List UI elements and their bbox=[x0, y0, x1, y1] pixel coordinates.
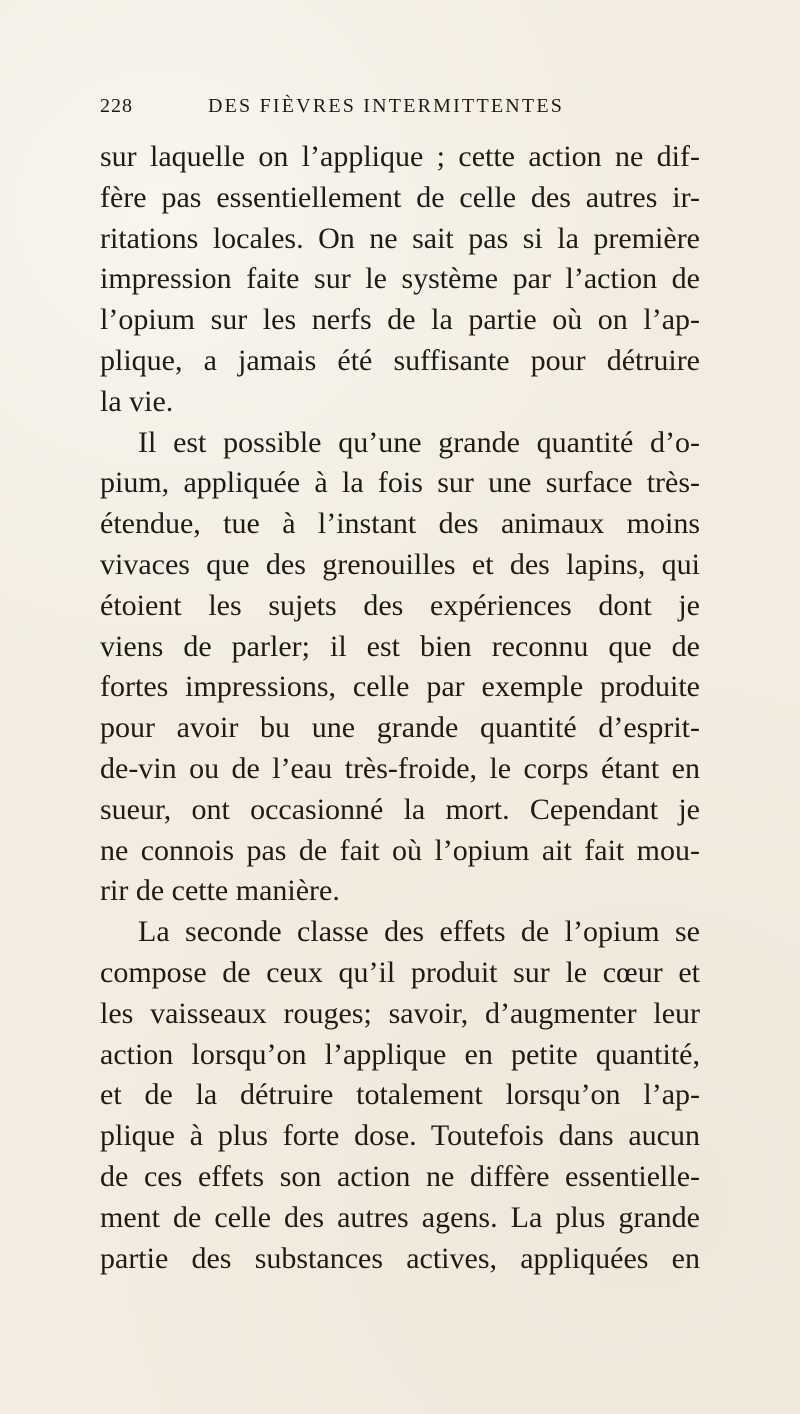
text-line: partie des substances actives, appliquées en bbox=[100, 1241, 700, 1275]
text-line: de-vin ou de l’eau très-froide, le corps étant en bbox=[100, 751, 700, 785]
text-line: fère pas essentiellement de celle des autres ir- bbox=[100, 180, 700, 214]
text-line: vivaces que des grenouilles et des lapins, qui bbox=[100, 547, 700, 581]
text-line: plique à plus forte dose. Toutefois dans aucun bbox=[100, 1119, 700, 1153]
text-line: impression faite sur le système par l’action de bbox=[100, 262, 700, 296]
text-line: étendue, tue à l’instant des animaux moins bbox=[100, 507, 700, 541]
text-line: l’opium sur les nerfs de la partie où on l’ap- bbox=[100, 303, 700, 337]
text-line: plique, a jamais été suffisante pour détruire bbox=[100, 343, 700, 377]
text-line: sueur, ont occasionné la mort. Cependant je bbox=[100, 792, 700, 826]
text-line: La seconde classe des effets de l’opium se bbox=[138, 915, 700, 949]
body-text bbox=[100, 137, 700, 1279]
page-header bbox=[100, 95, 700, 123]
text-line: viens de parler; il est bien reconnu que de bbox=[100, 629, 700, 663]
text-line: les vaisseaux rouges; savoir, d’augmenter leur bbox=[100, 996, 700, 1030]
text-line: compose de ceux qu’il produit sur le cœur et bbox=[100, 955, 700, 989]
text-line: action lorsqu’on l’applique en petite quantité, bbox=[100, 1037, 700, 1071]
text-line: Il est possible qu’une grande quantité d’o- bbox=[138, 425, 700, 459]
text-line: fortes impressions, celle par exemple produite bbox=[100, 670, 700, 704]
text-line: la vie. bbox=[100, 384, 174, 418]
text-line: et de la détruire totalement lorsqu’on l’ap- bbox=[100, 1078, 700, 1112]
text-line: ne connois pas de fait où l’opium ait fait mou- bbox=[100, 833, 700, 867]
text-line: ment de celle des autres agens. La plus grande bbox=[100, 1200, 700, 1234]
text-line: pour avoir bu une grande quantité d’esprit- bbox=[100, 711, 700, 745]
text-line: de ces effets son action ne diffère essentielle- bbox=[100, 1159, 700, 1193]
text-line: pium, appliquée à la fois sur une surface très- bbox=[100, 466, 700, 500]
text-line: sur laquelle on l’applique ; cette action ne dif- bbox=[100, 140, 700, 173]
text-line: ritations locales. On ne sait pas si la première bbox=[100, 221, 700, 255]
text-line: étoient les sujets des expériences dont je bbox=[100, 588, 700, 622]
text-line: rir de cette manière. bbox=[100, 874, 340, 908]
running-title: DES FIÈVRES INTERMITTENTES bbox=[208, 95, 565, 117]
page-number: 228 bbox=[100, 95, 133, 117]
